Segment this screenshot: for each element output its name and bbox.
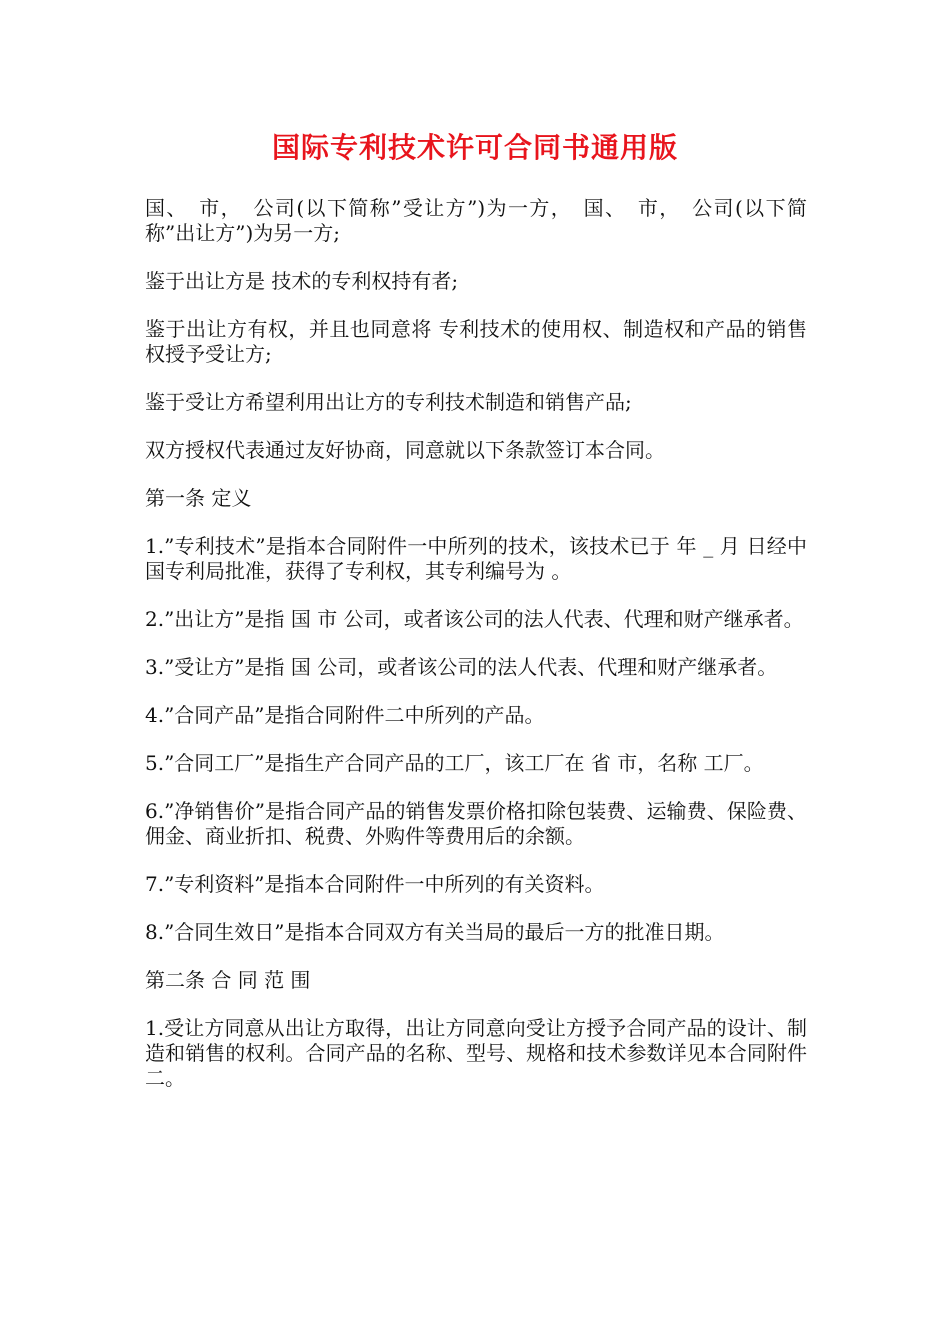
paragraph: 鉴于受让方希望利用出让方的专利技术制造和销售产品; (145, 390, 632, 414)
paragraph: 7.”专利资料”是指本合同附件一中所列的有关资料。 (145, 872, 605, 896)
paragraph: 国、 市， 公司(以下简称”受让方”)为一方， 国、 市， 公司(以下简称”出让方”)为另一方; (145, 196, 807, 245)
paragraph: 8.”合同生效日”是指本合同双方有关当局的最后一方的批准日期。 (145, 920, 725, 944)
paragraph: 4.”合同产品”是指合同附件二中所列的产品。 (145, 703, 545, 727)
paragraph: 双方授权代表通过友好协商，同意就以下条款签订本合同。 (145, 438, 665, 462)
document-body (145, 196, 807, 1114)
section-heading: 第二条 合 同 范 围 (145, 968, 311, 992)
paragraph: 5.”合同工厂”是指生产合同产品的工厂，该工厂在 省 市，名称 工厂。 (145, 751, 764, 775)
paragraph: 鉴于出让方有权，并且也同意将 专利技术的使用权、制造权和产品的销售权授予受让方; (145, 317, 807, 366)
paragraph: 6.”净销售价”是指合同产品的销售发票价格扣除包装费、运输费、保险费、佣金、商业折扣、税费、外购件等费用后的余额。 (145, 799, 807, 848)
paragraph: 1.”专利技术”是指本合同附件一中所列的技术，该技术已于 年 _ 月 日经中国专利局批准，获得了专利权，其专利编号为 。 (145, 534, 807, 583)
paragraph: 2.”出让方”是指 国 市 公司，或者该公司的法人代表、代理和财产继承者。 (145, 607, 804, 631)
document-title: 国际专利技术许可合同书通用版 (271, 131, 678, 164)
section-heading: 第一条 定义 (145, 486, 252, 510)
paragraph: 1.受让方同意从出让方取得，出让方同意向受让方授予合同产品的设计、制造和销售的权利。合同产品的名称、型号、规格和技术参数详见本合同附件二。 (145, 1016, 807, 1090)
paragraph: 鉴于出让方是 技术的专利权持有者; (145, 269, 459, 293)
paragraph: 3.”受让方”是指 国 公司，或者该公司的法人代表、代理和财产继承者。 (145, 655, 778, 679)
